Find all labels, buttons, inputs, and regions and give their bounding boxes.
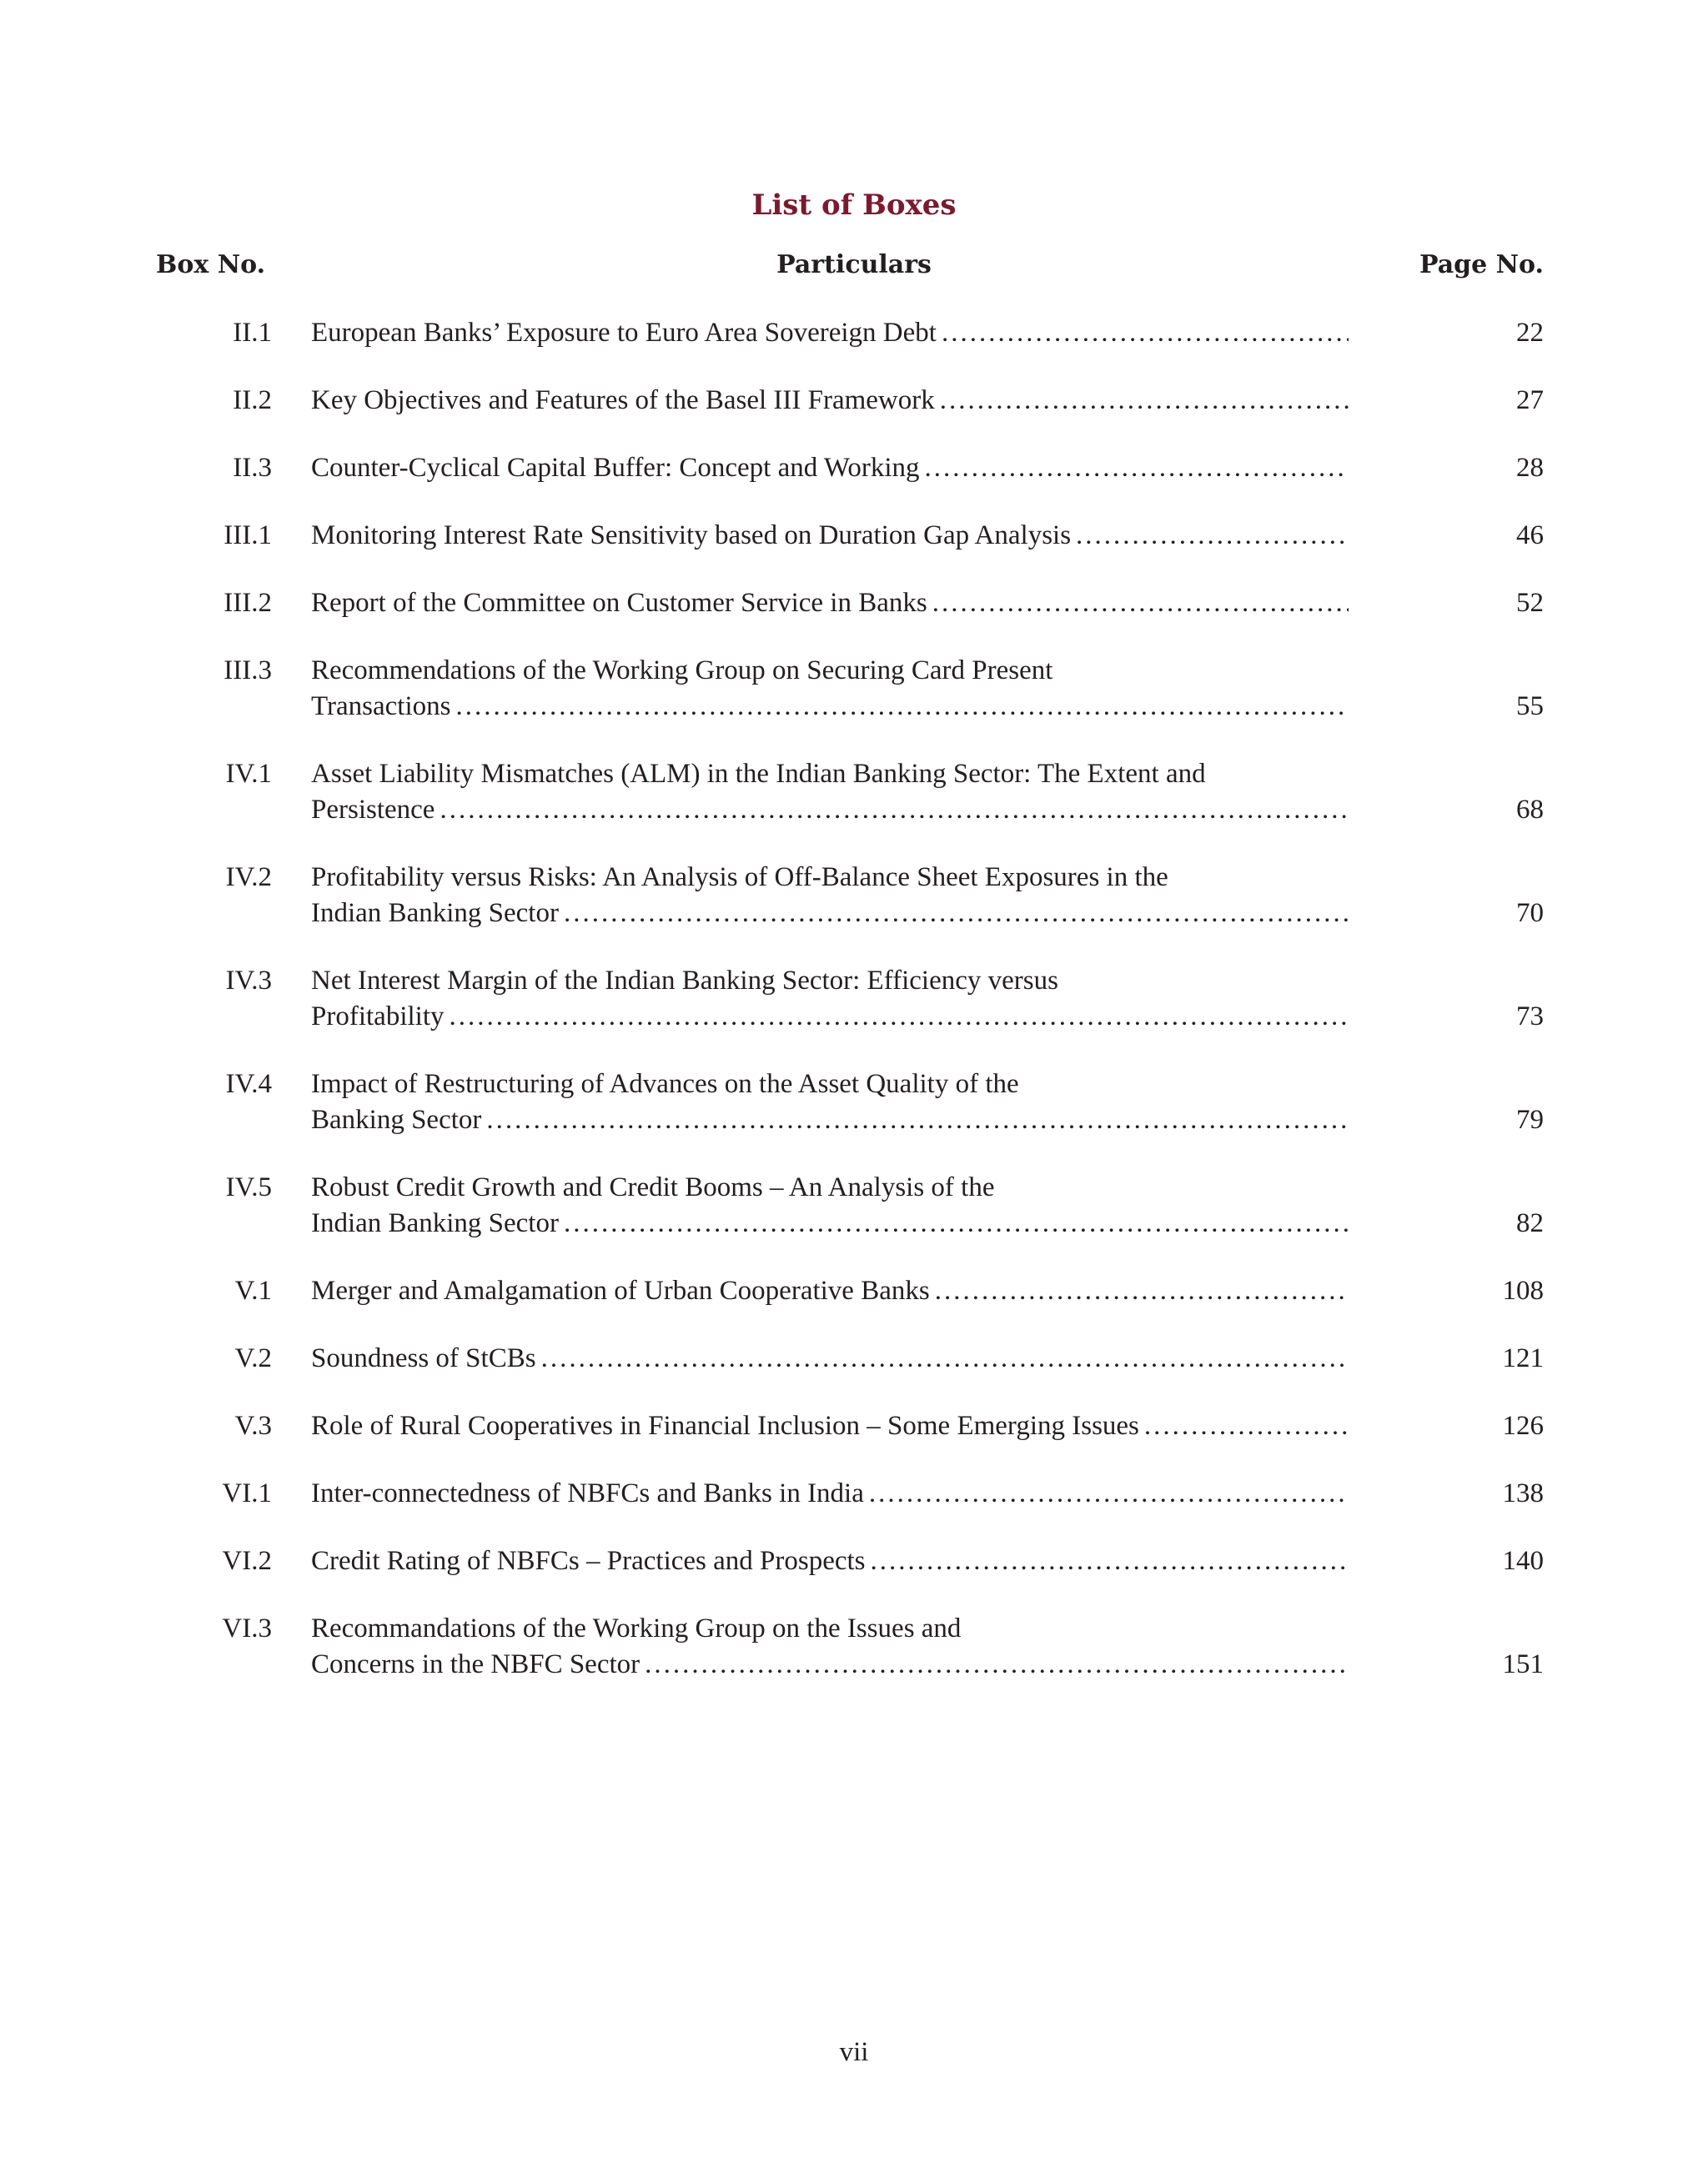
particulars-line (311, 1102, 1349, 1138)
particulars-line (311, 1206, 1349, 1242)
page-number: 28 (1516, 453, 1544, 483)
particulars-text: Banking Sector (311, 1105, 482, 1135)
toc-entry[interactable] (0, 653, 1708, 725)
box-number: II.2 (233, 385, 272, 415)
dot-leader (564, 896, 1349, 931)
box-particulars (311, 756, 1349, 828)
box-number: IV.5 (225, 1172, 272, 1202)
dot-leader (935, 1273, 1349, 1309)
particulars-text: Key Objectives and Features of the Basel III Framework (311, 385, 935, 415)
box-number: V.3 (234, 1411, 272, 1441)
dot-leader (925, 450, 1349, 486)
box-particulars (311, 653, 1349, 725)
page-number: 52 (1516, 588, 1544, 618)
particulars-text: Report of the Committee on Customer Service in Banks (311, 588, 927, 618)
toc-entry[interactable] (0, 1476, 1708, 1512)
box-number: IV.4 (225, 1069, 272, 1099)
toc-entry[interactable] (0, 383, 1708, 419)
dot-leader (645, 1647, 1349, 1683)
particulars-text: Soundness of StCBs (311, 1343, 536, 1373)
toc-entry[interactable] (0, 1611, 1708, 1683)
particulars-line (311, 792, 1349, 828)
toc-entry[interactable] (0, 1408, 1708, 1444)
particulars-line (311, 1476, 1349, 1512)
box-number: IV.1 (225, 759, 272, 789)
particulars-text: Counter-Cyclical Capital Buffer: Concept and Working (311, 453, 920, 483)
dot-leader (942, 315, 1349, 351)
column-header-page-no: Page No. (1419, 250, 1544, 279)
page-number: 82 (1516, 1208, 1544, 1238)
box-particulars (311, 963, 1349, 1035)
page-number: 70 (1516, 898, 1544, 928)
toc-entry[interactable] (0, 1341, 1708, 1377)
box-number: VI.2 (222, 1546, 272, 1576)
box-particulars (311, 315, 1349, 351)
particulars-text: Robust Credit Growth and Credit Booms – An Analysis of the (311, 1172, 995, 1202)
particulars-line (311, 1647, 1349, 1683)
particulars-text: Recommandations of the Working Group on the Issues and (311, 1613, 962, 1644)
particulars-line (311, 860, 1349, 896)
column-header-particulars: Particulars (776, 250, 932, 279)
box-particulars (311, 585, 1349, 621)
particulars-text: Indian Banking Sector (311, 1208, 559, 1238)
particulars-text: Recommendations of the Working Group on Securing Card Present (311, 655, 1053, 685)
particulars-line (311, 585, 1349, 621)
particulars-line (311, 896, 1349, 931)
box-number: III.3 (224, 655, 272, 685)
box-number: IV.3 (225, 966, 272, 996)
particulars-line (311, 689, 1349, 725)
box-particulars (311, 1170, 1349, 1242)
particulars-text: Impact of Restructuring of Advances on the Asset Quality of the (311, 1069, 1019, 1099)
box-particulars (311, 518, 1349, 554)
box-number: VI.3 (222, 1613, 272, 1644)
page-number: 140 (1502, 1546, 1544, 1576)
dot-leader (932, 585, 1349, 621)
particulars-text: Net Interest Margin of the Indian Banking Sector: Efficiency versus (311, 966, 1058, 996)
particulars-line (311, 1408, 1349, 1444)
particulars-line (311, 963, 1349, 999)
particulars-text: Role of Rural Cooperatives in Financial Inclusion – Some Emerging Issues (311, 1411, 1139, 1441)
dot-leader (455, 689, 1349, 725)
toc-entry[interactable] (0, 1066, 1708, 1138)
toc-entry[interactable] (0, 963, 1708, 1035)
dot-leader (1076, 518, 1349, 554)
dot-leader (450, 999, 1349, 1035)
page-number: 138 (1502, 1478, 1544, 1508)
particulars-line (311, 1273, 1349, 1309)
dot-leader (1144, 1408, 1349, 1444)
dot-leader (869, 1476, 1349, 1512)
page-number: 79 (1516, 1105, 1544, 1135)
particulars-text: Merger and Amalgamation of Urban Cooperative Banks (311, 1276, 930, 1306)
page-number: 121 (1502, 1343, 1544, 1373)
page-number: 126 (1502, 1411, 1544, 1441)
box-particulars (311, 450, 1349, 486)
box-particulars (311, 1408, 1349, 1444)
box-number: III.1 (224, 520, 272, 550)
particulars-text: Credit Rating of NBFCs – Practices and Prospects (311, 1546, 866, 1576)
box-number: III.2 (224, 588, 272, 618)
toc-entry[interactable] (0, 585, 1708, 621)
box-number: II.3 (233, 453, 272, 483)
toc-entry[interactable] (0, 756, 1708, 828)
toc-entry[interactable] (0, 1273, 1708, 1309)
page-number: 55 (1516, 691, 1544, 721)
dot-leader (564, 1206, 1349, 1242)
particulars-text: Transactions (311, 691, 451, 721)
page-number: 27 (1516, 385, 1544, 415)
column-header-box-no: Box No. (156, 250, 266, 279)
box-number: V.2 (234, 1343, 272, 1373)
box-particulars (311, 1066, 1349, 1138)
particulars-text: Persistence (311, 795, 435, 825)
toc-entry[interactable] (0, 518, 1708, 554)
particulars-line (311, 756, 1349, 792)
particulars-line (311, 1341, 1349, 1377)
toc-entry[interactable] (0, 1543, 1708, 1579)
particulars-line (311, 383, 1349, 419)
particulars-text: Concerns in the NBFC Sector (311, 1649, 640, 1679)
page-number: 46 (1516, 520, 1544, 550)
particulars-text: Profitability versus Risks: An Analysis of Off-Balance Sheet Exposures in the (311, 862, 1168, 892)
toc-list (0, 315, 1708, 1714)
toc-entry[interactable] (0, 860, 1708, 931)
box-particulars (311, 1341, 1349, 1377)
page-number: 108 (1502, 1276, 1544, 1306)
page-number: 22 (1516, 318, 1544, 348)
toc-entry[interactable] (0, 450, 1708, 486)
box-particulars (311, 860, 1349, 931)
box-number: IV.2 (225, 862, 272, 892)
particulars-line (311, 999, 1349, 1035)
toc-entry[interactable] (0, 1170, 1708, 1242)
toc-entry[interactable] (0, 315, 1708, 351)
particulars-line (311, 450, 1349, 486)
particulars-line (311, 315, 1349, 351)
particulars-text: Indian Banking Sector (311, 898, 559, 928)
box-number: V.1 (234, 1276, 272, 1306)
particulars-text: European Banks’ Exposure to Euro Area Sovereign Debt (311, 318, 937, 348)
particulars-line (311, 1611, 1349, 1647)
dot-leader (541, 1341, 1349, 1377)
particulars-line (311, 1170, 1349, 1206)
particulars-line (311, 1543, 1349, 1579)
box-particulars (311, 383, 1349, 419)
box-particulars (311, 1273, 1349, 1309)
particulars-text: Asset Liability Mismatches (ALM) in the Indian Banking Sector: The Extent and (311, 759, 1206, 789)
dot-leader (486, 1102, 1349, 1138)
page-number: 73 (1516, 1001, 1544, 1031)
particulars-text: Inter-connectedness of NBFCs and Banks in India (311, 1478, 864, 1508)
footer-page-number: vii (839, 2037, 869, 2067)
box-number: II.1 (233, 318, 272, 348)
particulars-line (311, 1066, 1349, 1102)
dot-leader (440, 792, 1349, 828)
dot-leader (940, 383, 1349, 419)
box-particulars (311, 1543, 1349, 1579)
particulars-line (311, 518, 1349, 554)
page-title: List of Boxes (751, 188, 957, 222)
particulars-line (311, 653, 1349, 689)
particulars-text: Monitoring Interest Rate Sensitivity based on Duration Gap Analysis (311, 520, 1072, 550)
dot-leader (871, 1543, 1349, 1579)
box-particulars (311, 1611, 1349, 1683)
page-number: 151 (1502, 1649, 1544, 1679)
box-number: VI.1 (222, 1478, 272, 1508)
particulars-text: Profitability (311, 1001, 445, 1031)
page-number: 68 (1516, 795, 1544, 825)
box-particulars (311, 1476, 1349, 1512)
